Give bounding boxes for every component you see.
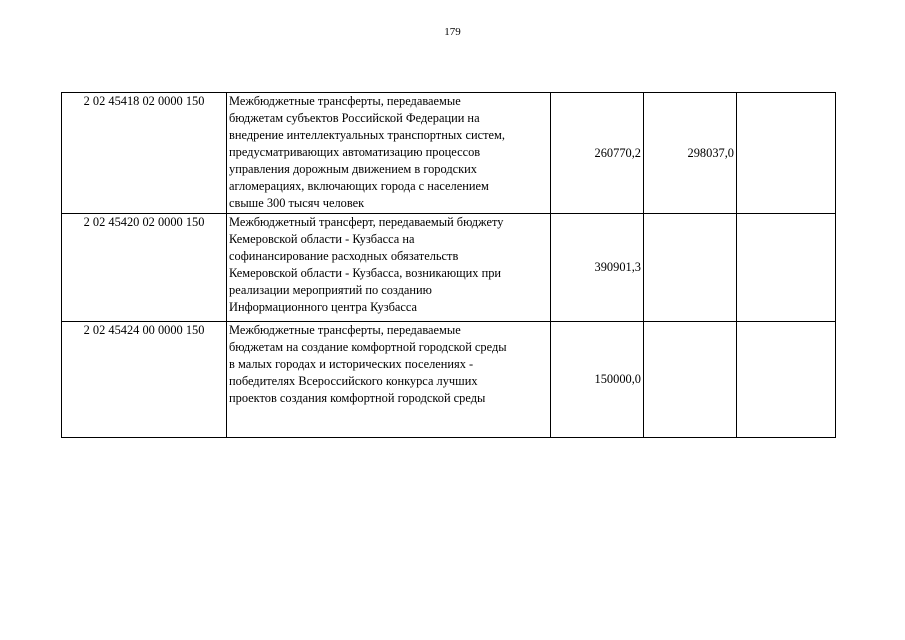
description-line: реализации мероприятий по созданию — [229, 283, 432, 297]
budget-code-cell: 2 02 45420 02 0000 150 — [62, 214, 227, 322]
description-line: Межбюджетный трансферт, передаваемый бюджету — [229, 215, 504, 229]
page-number: 179 — [444, 26, 461, 38]
description-line: проектов создания комфортной городской среды — [229, 391, 486, 405]
description-line: Информационного центра Кузбасса — [229, 300, 418, 314]
description-line: бюджетам на создание комфортной городской среды — [229, 340, 507, 354]
description-line: управления дорожным движением в городских — [229, 162, 477, 176]
amount-cell-2: 298037,0 — [644, 93, 737, 214]
amount-cell-3 — [737, 93, 836, 214]
budget-table — [61, 92, 836, 438]
description-line: Межбюджетные трансферты, передаваемые — [229, 323, 461, 337]
budget-code-cell: 2 02 45424 00 0000 150 — [62, 322, 227, 438]
description-line: софинансирование расходных обязательств — [229, 249, 459, 263]
amount-cell-1: 390901,3 — [551, 214, 644, 322]
description-line: бюджетам субъектов Российской Федерации на — [229, 111, 480, 125]
description-line: свыше 300 тысяч человек — [229, 196, 365, 210]
description-line: победителях Всероссийского конкурса лучших — [229, 374, 478, 388]
table-row — [62, 322, 836, 438]
description-line: агломерациях, включающих города с населением — [229, 179, 489, 193]
table-row — [62, 93, 836, 214]
table-row — [62, 214, 836, 322]
budget-code-cell: 2 02 45418 02 0000 150 — [62, 93, 227, 214]
amount-cell-1: 150000,0 — [551, 322, 644, 438]
description-line: предусматривающих автоматизацию процессов — [229, 145, 481, 159]
description-cell — [227, 214, 551, 322]
description-line: внедрение интеллектуальных транспортных систем, — [229, 128, 505, 142]
description-line: Межбюджетные трансферты, передаваемые — [229, 94, 461, 108]
description-line: Кемеровской области - Кузбасса на — [229, 232, 415, 246]
amount-cell-1: 260770,2 — [551, 93, 644, 214]
amount-cell-3 — [737, 214, 836, 322]
description-line: в малых городах и исторических поселениях - — [229, 357, 474, 371]
description-line: Кемеровской области - Кузбасса, возникающих при — [229, 266, 502, 280]
amount-cell-3 — [737, 322, 836, 438]
amount-cell-2 — [644, 214, 737, 322]
amount-cell-2 — [644, 322, 737, 438]
description-cell — [227, 93, 551, 214]
description-cell — [227, 322, 551, 438]
